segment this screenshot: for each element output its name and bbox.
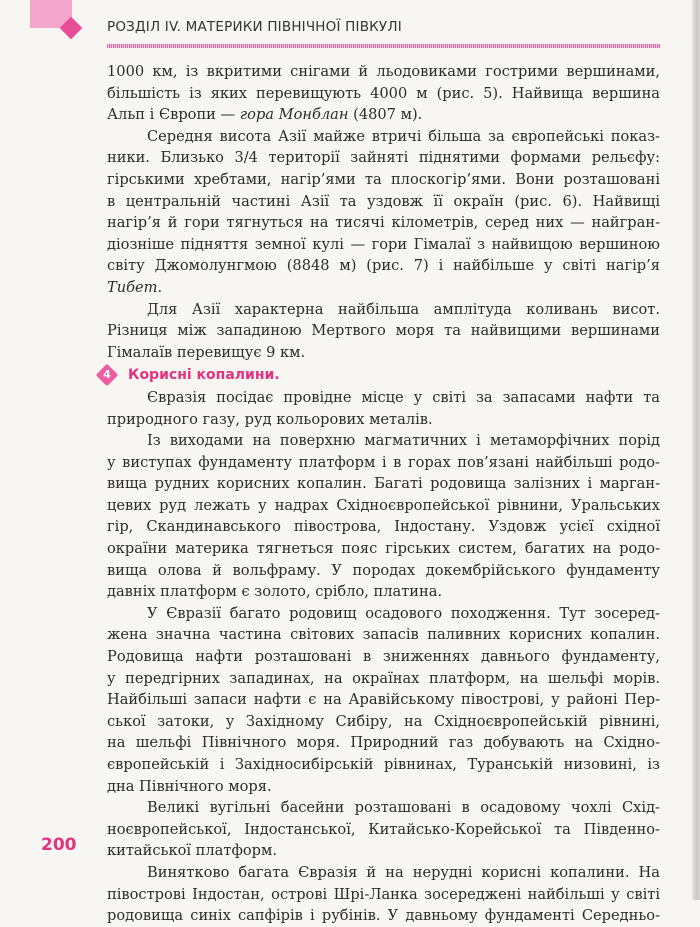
section-number: 4 [103,368,111,382]
text-line [107,104,660,126]
text-line: півострові Індостан, острові Шрі-Ланка зосереджені найбільші у світі [107,885,660,903]
text-line: більшість із яких перевищують 4000 м (рис. 5). Найвища вершина [107,84,660,102]
paragraph-5 [107,430,660,603]
text-line: Різниця між западиною Мертвого моря та найвищими вершинами [107,322,660,340]
text-line: окраїни материка тягнеться пояс гірських систем, багатих на родо- [107,540,660,558]
paragraph-4 [107,387,660,430]
text-line: Середня висота Азії майже втричі більша за європейські показ- [147,127,660,145]
text-line: нагір’я й гори тягнуться на тисячі кілометрів, серед них — найгран- [107,214,660,232]
text-span: . [157,278,163,296]
text-line: Євразія посідає провідне місце у світі за запасами нафти та [147,388,660,406]
text-span: Альп і Європи — [107,106,240,124]
text-line: 1000 км, із вкритими снігами й льодовиками гострими вершинами, [107,63,660,80]
paragraph-3 [107,299,660,364]
text-line: Із виходами на поверхню магматичних і метаморфічних порід [147,432,660,450]
text-line [107,277,660,299]
section-title: Корисні копалини. [128,367,280,384]
text-line: Родовища нафти розташовані в зниженнях давнього фундаменту, [107,648,660,666]
text-line: вища рудних корисних копалин. Багаті родовища залізних і марган- [107,475,660,493]
text-line: Великі вугільні басейни розташовані в осадовому чохлі Схід- [147,799,660,817]
paragraph-2 [107,126,660,299]
page-edge-shadow [692,0,700,900]
italic-term: гора Монблан [239,106,349,124]
section-number-badge [99,367,117,385]
paragraph-1 [107,61,660,126]
text-line: гір, Скандинавського півострова, Індостану. Уздовж усієї східної [107,518,660,536]
text-line: дна Північного моря. [107,777,272,795]
text-line: цевих руд лежать у надрах Східноєвропейської рівнини, Уральських [107,496,660,514]
paragraph-6 [107,603,660,797]
text-line: давніх платформ є золото, срібло, платина. [107,583,443,601]
paragraph-7 [107,797,660,862]
body-text [103,61,660,927]
italic-term: Тибет [107,278,158,296]
text-span: (4807 м). [348,106,423,124]
text-line: ники. Близько 3/4 території зайняті піднятими формами рельєфу: [107,149,660,167]
text-line: у виступах фундаменту платформ і в горах пов’язані найбільші родо- [107,453,660,471]
text-line: китайської платформ. [107,842,277,860]
text-line: Гімалаїв перевищує 9 км. [107,343,306,361]
text-line: європейській і Західносибірській рівнинах, Туранській низовині, із [107,756,660,773]
page-number: 200 [41,835,77,855]
text-line: природного газу, руд кольорових металів. [107,410,433,428]
text-line: жена значна частина світових запасів паливних корисних копалин. [107,626,660,644]
section-heading [103,365,660,387]
text-line: Для Азії характерна найбільша амплітуда коливань висот. [147,300,660,318]
text-line: гірськими хребтами, нагір’ями та плоскогір’ями. Вони розташовані [107,170,660,188]
header-rule [107,44,660,48]
text-line: ської затоки, у Західному Сибіру, на Східноєвропейській рівнині, [107,712,660,730]
text-line: Найбільші запаси нафти є на Аравійському півострові, у районі Пер- [107,691,660,709]
paragraph-8 [107,862,660,927]
text-line: світу Джомолунгмою (8848 м) (рис. 7) і найбільше у світі нагір’я [107,257,660,275]
text-line: у передгірних западинах, на окраїнах платформ, на шельфі морів. [107,669,660,687]
text-line: Винятково багата Євразія й на нерудні корисні копалини. На [147,863,660,881]
text-line: У Євразії багато родовищ осадового походження. Тут зосеред- [147,604,660,622]
running-head: РОЗДІЛ IV. МАТЕРИКИ ПІВНІЧНОЇ ПІВКУЛІ [107,19,402,35]
text-line: вища олова й вольфраму. У породах докембрійського фундаменту [107,561,660,579]
text-line: діозніше підняття земної кулі — гори Гімалаї з найвищою вершиною [107,235,660,253]
text-line: на шельфі Північного моря. Природний газ добувають на Східно- [107,734,660,752]
text-line: родовища синіх сапфірів і рубінів. У давньому фундаменті Середньо- [107,907,660,925]
text-line: в центральній частині Азії та уздовж її окраїн (рис. 6). Найвищі [107,192,660,210]
text-line: ноєвропейської, Індостанської, Китайсько-Корейської та Південно- [107,820,660,838]
